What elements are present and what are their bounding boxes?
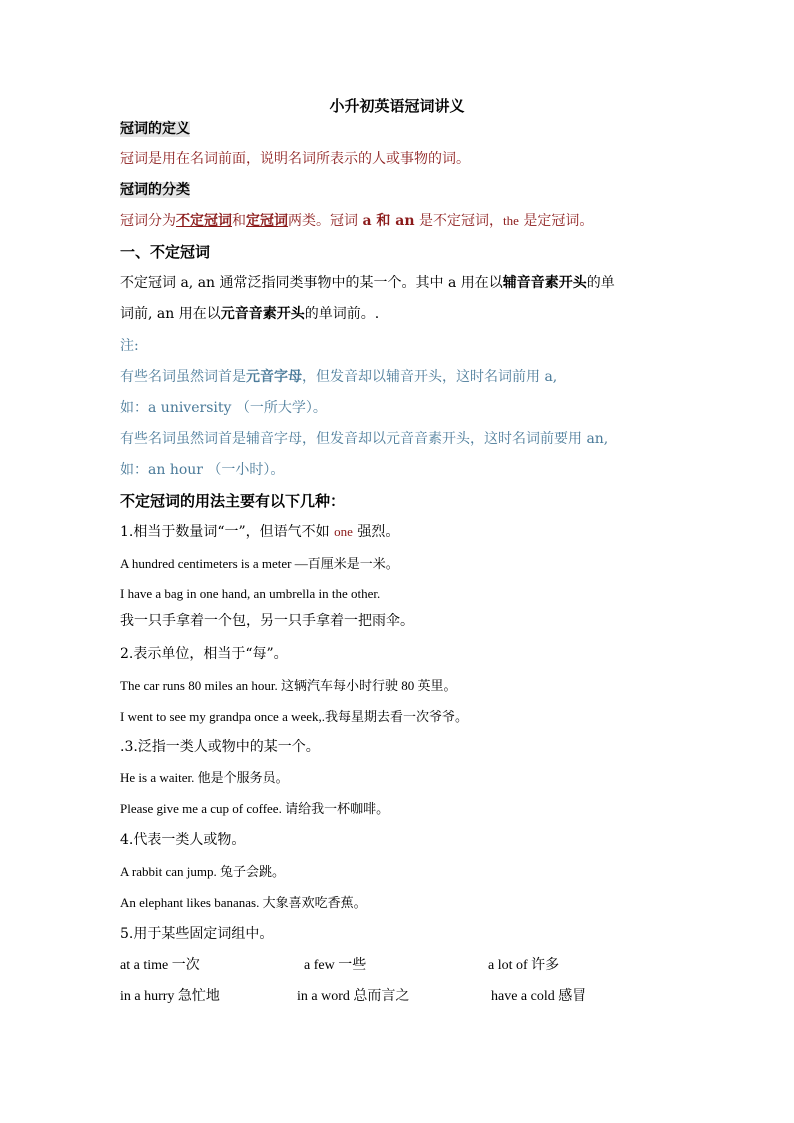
usage-3: .3.泛指一类人或物中的某一个。 (120, 739, 320, 755)
note-label: 注: (120, 338, 139, 354)
note-line-1: 有些名词虽然词首是元音字母，但发音却以辅音开头，这时名词前用 a, (120, 369, 558, 385)
example-1: A hundred centimeters is a meter —百厘米是一米。 (120, 556, 399, 571)
phrase-item: at a time 一次 (120, 958, 200, 973)
definition-text: 冠词是用在名词前面，说明名词所表示的人或事物的词。 (120, 151, 470, 167)
usage-heading: 不定冠词的用法主要有以下几种： (120, 492, 346, 510)
phrase-item: in a word 总而言之 (297, 989, 410, 1004)
usage-5: 5.用于某些固定词组中。 (120, 926, 274, 942)
usage-1: 1.相当于数量词“一”，但语气不如 one 强烈。 (120, 524, 400, 540)
usage-4: 4.代表一类人或物。 (120, 832, 246, 848)
definition-heading: 冠词的定义 (120, 121, 190, 137)
note-line-2: 如：a university （一所大学）。 (120, 400, 327, 416)
example-5: He is a waiter. 他是个服务员。 (120, 770, 289, 785)
note-line-3: 有些名词虽然词首是辅音字母，但发音却以元音音素开头，这时名词前要用 an, (120, 431, 609, 447)
phrase-item: a lot of 许多 (488, 958, 560, 973)
example-3: The car runs 80 miles an hour. 这辆汽车每小时行驶 80 英里。 (120, 678, 457, 693)
example-7: A rabbit can jump. 兔子会跳。 (120, 864, 286, 879)
classification-text: 冠词分为不定冠词和定冠词两类。冠词 a 和 an 是不定冠词，the 是定冠词。 (120, 213, 594, 229)
indefinite-line-2: 词前, an 用在以元音音素开头的单词前。. (120, 306, 380, 322)
example-2: I have a bag in one hand, an umbrella in the other. (120, 586, 381, 601)
classification-heading: 冠词的分类 (120, 182, 190, 198)
example-2-translation: 我一只手拿着一个包，另一只手拿着一把雨伞。 (120, 613, 414, 629)
example-6: Please give me a cup of coffee. 请给我一杯咖啡。 (120, 801, 390, 816)
indefinite-line-1: 不定冠词 a, an 通常泛指同类事物中的某一个。其中 a 用在以辅音音素开头的单 (120, 275, 615, 291)
example-4: I went to see my grandpa once a week,.我每星期去看一次爷爷。 (120, 709, 469, 724)
phrase-item: have a cold 感冒 (491, 989, 587, 1004)
example-8: An elephant likes bananas. 大象喜欢吃香蕉。 (120, 895, 367, 910)
phrase-item: a few 一些 (304, 958, 367, 973)
usage-2: 2.表示单位，相当于“每”。 (120, 646, 288, 662)
phrase-item: in a hurry 急忙地 (120, 989, 220, 1004)
page-title: 小升初英语冠词讲义 (329, 97, 465, 115)
indefinite-heading: 一、不定冠词 (120, 243, 211, 261)
note-line-4: 如：an hour （一小时）。 (120, 462, 285, 478)
